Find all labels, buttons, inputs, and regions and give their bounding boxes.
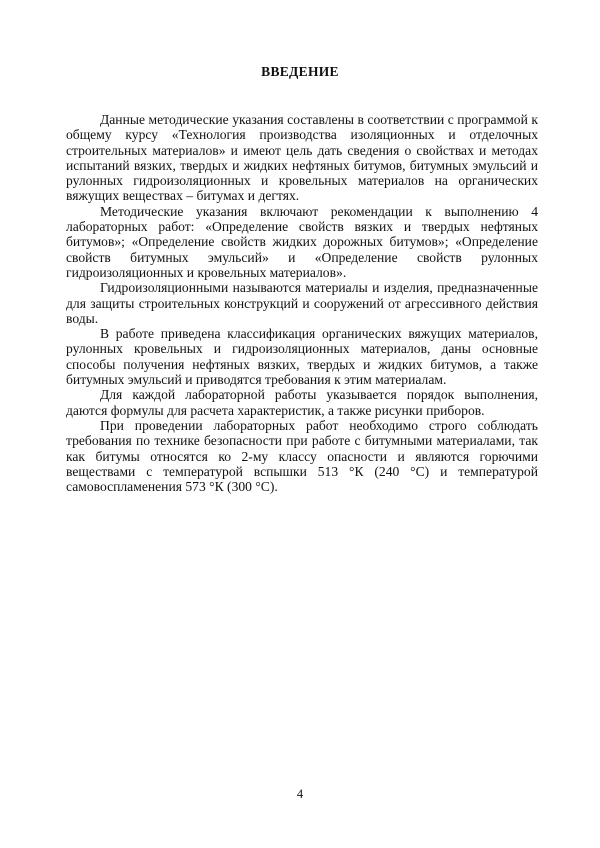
page-number: 4 <box>296 787 304 801</box>
paragraph-definition: Гидроизоляционными называются материалы и изделия, предназначенные для защиты строительных конструкций и сооружений от агрессивного действия воды. <box>66 280 538 326</box>
paragraph-classification: В работе приведена классификация органических вяжущих материалов, рулонных кровельных и гидроизоляционных материалов, даны основные способы получения нефтяных вязких, твердых и жидких битумов, а также битумных эмульсий и приводятся требования к этим материалам. <box>66 326 538 388</box>
body-text <box>66 112 538 494</box>
paragraph-safety: При проведении лабораторных работ необходимо строго соблюдать требования по технике безопасности при работе с битумными материалами, так как битумы относятся ко 2-му классу опасности и являются горючими веществами с температурой вспышки 513 °К (240 °С) и температурой самовоспламенения 573 °К (300 °С). <box>66 417 538 495</box>
paragraph-procedure: Для каждой лабораторной работы указывается порядок выполнения, даются формулы для расчета характеристик, а также рисунки приборов. <box>66 387 538 418</box>
paragraph-lab-works: Методические указания включают рекомендации к выполнению 4 лабораторных работ: «Определение свойств вязких и твердых нефтяных битумов»; «Определение свойств жидких дорожных битумов»; «Определение свойств битумных эмульсий» и «Определение свойств рулонных гидроизоляционных и кровельных материалов». <box>66 203 538 280</box>
page-title: ВВЕДЕНИЕ <box>261 64 339 79</box>
paragraph-intro: Данные методические указания составлены в соответствии с программой к общему курсу «Технология производства изоляционных и отделочных строительных материалов» и имеют цель дать сведения о свойствах и методах испытаний вязких, твердых и жидких нефтяных битумов, битумных эмульсий и рулонных гидроизоляционных и кровельных материалов на органических вяжущих веществах – битумах и дегтях. <box>66 112 538 204</box>
